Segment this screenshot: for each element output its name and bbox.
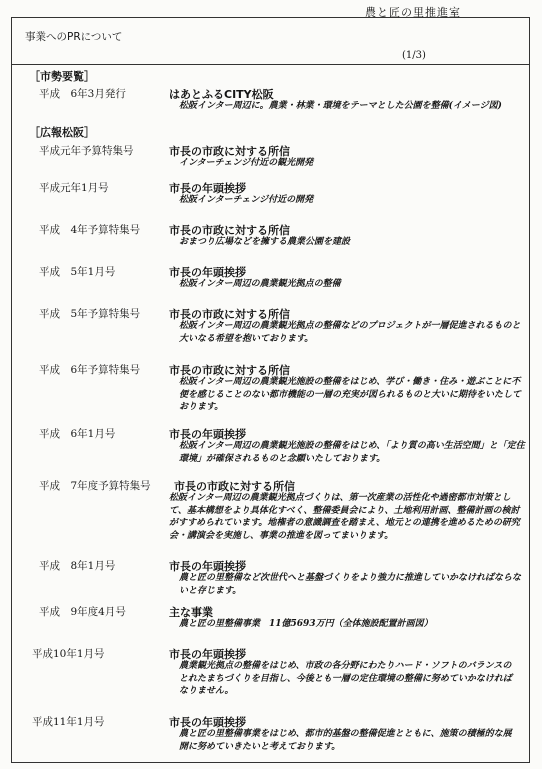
entry-body: 農業観光拠点の整備をはじめ、市政の各分野にわたりハード・ソフトのバランスのとれたまちづくりを目指し、今後とも一層の定住環境の整備に努めていかなければなりません。 — [179, 661, 512, 696]
entry-date: 平成10年1月号 — [32, 648, 105, 660]
entry-body: 松阪インター周辺の農業観光施設の整備をはじめ、学び・働き・住み・遊ぶことに不便を感じることのない都市機能の一層の充実が図られるものと大いに期待をいたしております。 — [179, 377, 522, 412]
page-number: (1/3) — [402, 50, 426, 61]
title-divider — [12, 64, 529, 65]
entry-date: 平成 9年度4月号 — [39, 606, 126, 618]
department-label: 農と匠の里推進室 — [365, 6, 461, 19]
entry-body: 農と匠の里整備など次世代へと基盤づくりをより強力に推進していかなければならないと存じます。 — [179, 573, 522, 596]
entry-date: 平成 6年予算特集号 — [39, 364, 141, 376]
entry-heading: 市長の年頭挨拶 — [169, 560, 246, 573]
entry-date: 平成 4年予算特集号 — [39, 224, 141, 236]
entry-body: 農と匠の里整備事業 11億5693万円（全体施設配置計画図） — [179, 619, 433, 629]
section-label-koho-matsusaka: ［広報松阪］ — [29, 126, 95, 139]
entry-heading: 市長の年頭挨拶 — [169, 648, 246, 661]
entry-heading: 市長の年頭挨拶 — [169, 266, 246, 279]
entry-date: 平成元年予算特集号 — [39, 145, 134, 157]
document-title: 事業へのPRについて — [25, 31, 123, 43]
entry-heading: 市長の市政に対する所信 — [169, 224, 290, 237]
entry-heading: 市長の市政に対する所信 — [169, 308, 290, 321]
entry-date: 平成 6年3月発行 — [39, 88, 126, 100]
entry-date: 平成11年1月号 — [32, 716, 105, 728]
entry-body: 松阪インター周辺の農業観光拠点づくりは、第一次産業の活性化や過密都市対策として、基本構想をより具体化すべく、整備委員会により、土地利用計画、整備計画の検討がすすめられています。地権者の意識調査を踏まえ、地元との連携を進めるための研究会・講演会を実施し、事業の推進を図ってまいります。 — [169, 493, 520, 541]
entry-date: 平成 8年1月号 — [39, 560, 116, 572]
entry-body: 松阪インターチェンジ付近の開発 — [179, 195, 314, 205]
entry-heading: 市長の市政に対する所信 — [169, 364, 290, 377]
entry-heading: 市長の市政に対する所信 — [174, 480, 295, 493]
entry-heading: 市長の市政に対する所信 — [169, 145, 290, 158]
entry-heading: 主な事業 — [169, 606, 213, 619]
section-label-city-overview: ［市勢要覧］ — [29, 70, 95, 83]
entry-heading: 市長の年頭挨拶 — [169, 428, 246, 441]
document-frame — [11, 17, 530, 763]
entry-heading: はあとふるCITY松阪 — [169, 88, 274, 101]
entry-body: 松阪インター周辺の農業観光拠点の整備 — [179, 279, 341, 289]
entry-date: 平成 5年1月号 — [39, 266, 116, 278]
entry-body: 松阪インター周辺に。農業・林業・環境をテーマとした公園を整備(イメージ図) — [179, 101, 502, 111]
entry-heading: 市長の年頭挨拶 — [169, 716, 246, 729]
entry-heading: 市長の年頭挨拶 — [169, 182, 246, 195]
entry-date: 平成 6年1月号 — [39, 428, 116, 440]
entry-body: 松阪インター周辺の農業観光施設の整備をはじめ、「より質の高い生活空間」と「定住環境」が確保されるものと念願いたしております。 — [179, 441, 525, 464]
entry-date: 平成元年1月号 — [39, 182, 109, 194]
entry-body: おまつり広場などを擁する農業公園を建設 — [179, 237, 351, 247]
entry-body: 松阪インター周辺の農業観光拠点の整備などのプロジェクトが一層促進されるものと大いなる希望を抱いております。 — [179, 321, 521, 344]
entry-date: 平成 7年度予算特集号 — [39, 480, 151, 492]
entry-body: 農と匠の里整備事業をはじめ、都市的基盤の整備促進とともに、施策の積極的な展開に努めていきたいと考えております。 — [179, 729, 512, 752]
entry-date: 平成 5年予算特集号 — [39, 308, 141, 320]
entry-body: インターチェンジ付近の観光開発 — [179, 158, 314, 168]
